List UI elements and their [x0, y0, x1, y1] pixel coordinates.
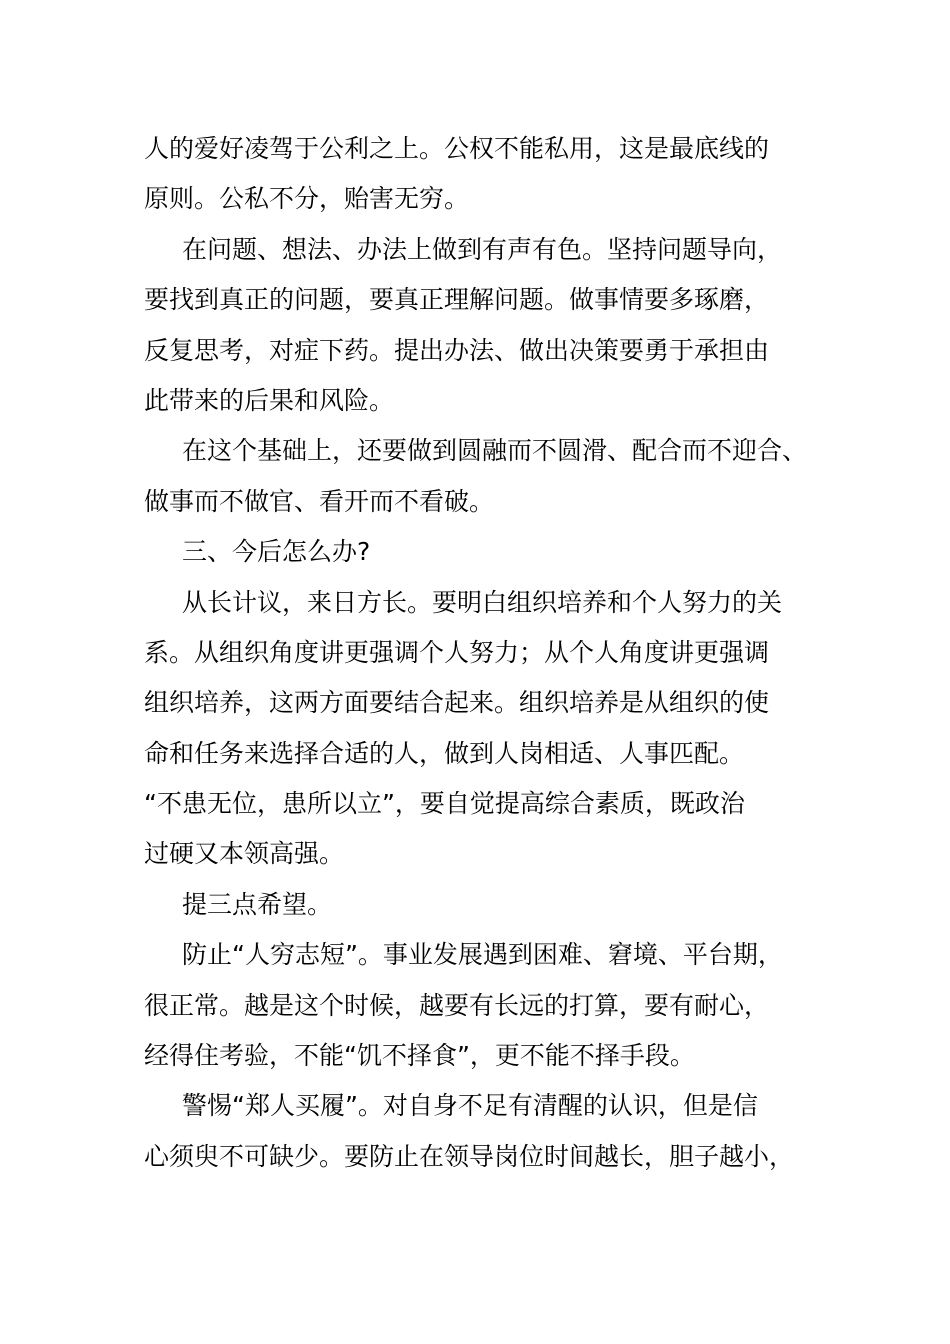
section-heading: 三、今后怎么办?: [182, 537, 371, 567]
paragraph-start-line: 在问题、想法、办法上做到有声有色。坚持问题导向，: [182, 234, 783, 264]
paragraph-start-line: 从长计议，来日方长。要明白组织培养和个人努力的关: [182, 587, 783, 617]
text-line: 要找到真正的问题，要真正理解问题。做事情要多琢磨，: [144, 285, 770, 315]
document-body: [144, 124, 824, 1182]
text-line: 系。从组织角度讲更强调个人努力；从个人角度讲更强调: [144, 637, 770, 667]
text-line: 此带来的后果和风险。: [144, 385, 395, 415]
text-line: 过硬又本领高强。: [144, 839, 345, 869]
text-line: 原则。公私不分，贻害无穷。: [144, 184, 470, 214]
paragraph-start-line: 防止“人穷志短”。事业发展遇到困难、窘境、平台期，: [182, 940, 783, 970]
text-line: 做事而不做官、看开而不看破。: [144, 486, 495, 516]
text-line: 很正常。越是这个时候，越要有长远的打算，要有耐心，: [144, 990, 770, 1020]
paragraph-start-line: 提三点希望。: [182, 889, 333, 919]
text-line: 组织培养，这两方面要结合起来。组织培养是从组织的使: [144, 688, 770, 718]
text-line: 心须臾不可缺少。要防止在领导岗位时间越长，胆子越小，: [144, 1141, 795, 1171]
text-line: 经得住考验，不能“饥不择食”，更不能不择手段。: [144, 1041, 695, 1071]
paragraph-start-line: 在这个基础上，还要做到圆融而不圆滑、配合而不迎合、: [182, 436, 808, 466]
paragraph-start-line: 警惕“郑人买履”。对自身不足有清醒的认识，但是信: [182, 1091, 758, 1121]
text-line: 命和任务来选择合适的人，做到人岗相适、人事匹配。: [144, 738, 745, 768]
text-line: 反复思考，对症下药。提出办法、做出决策要勇于承担由: [144, 335, 770, 365]
text-line: “不患无位，患所以立”，要自觉提高综合素质，既政治: [144, 789, 745, 819]
text-line: 人的爱好凌驾于公利之上。公权不能私用，这是最底线的: [144, 134, 770, 163]
